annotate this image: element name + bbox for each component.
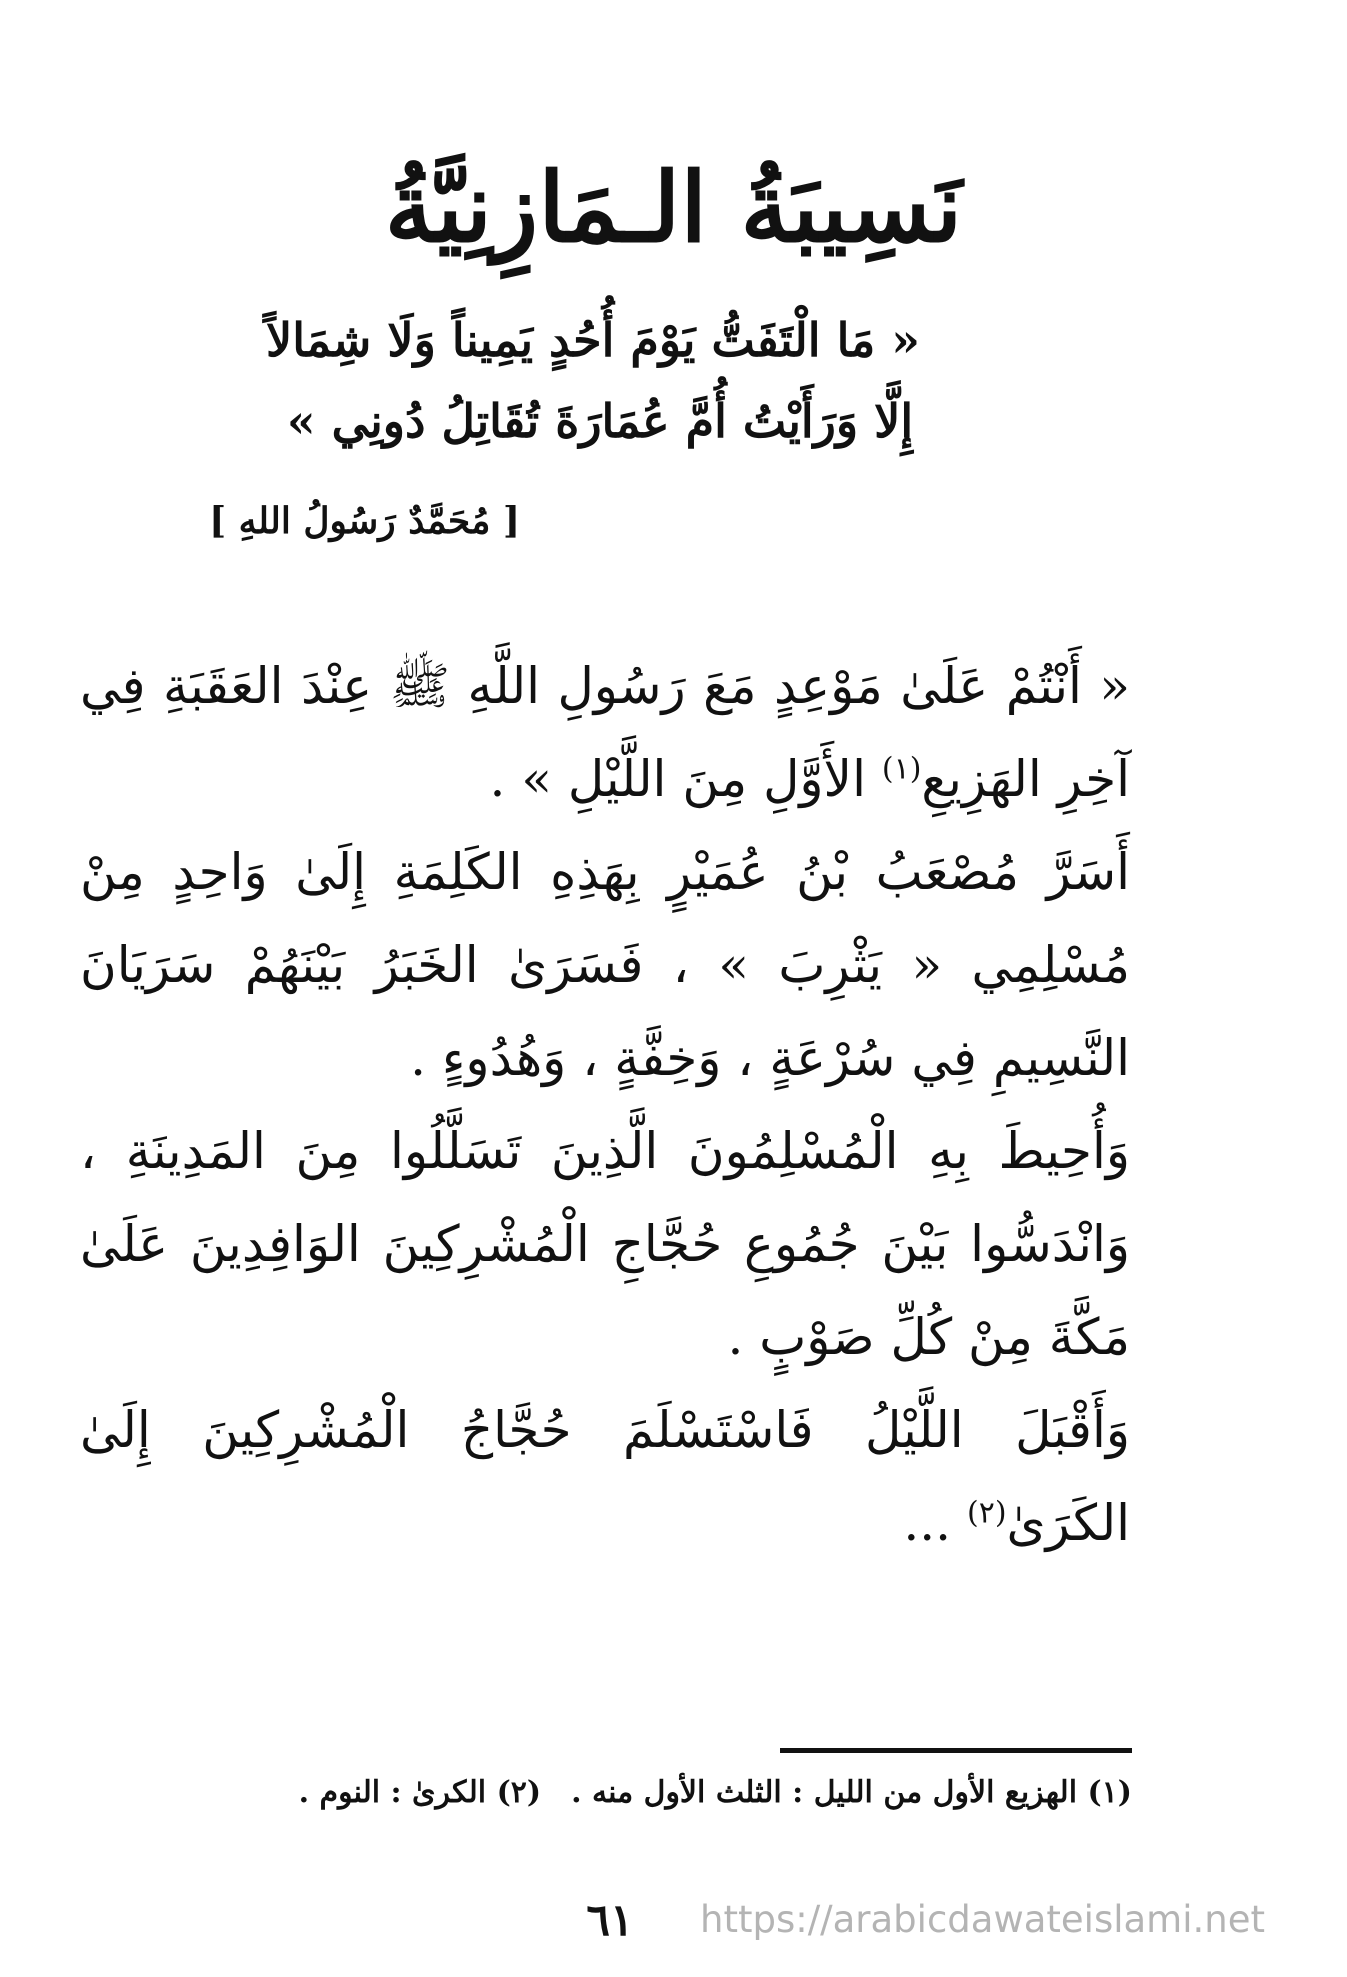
page-number: ٦١ (586, 1895, 634, 1946)
paragraph-1 (80, 640, 1130, 826)
footnote-2: (٢) الكرىٰ : النوم . (298, 1775, 542, 1810)
footnote-1: (١) الهزيع الأول من الليل : الثلث الأول منه . (571, 1775, 1132, 1810)
epigraph-quote (265, 300, 920, 461)
paragraph-4 (80, 1384, 1130, 1570)
epigraph-line-2: إِلَّا وَرَأَيْتُ أُمَّ عُمَارَةَ تُقَاتِلُ دُونِي » (286, 393, 914, 448)
epigraph-line-1: « مَا الْتَفَتُّ يَوْمَ أُحُدٍ يَمِيناً وَلَا شِمَالاً (265, 313, 920, 367)
body-text (80, 640, 1130, 1570)
watermark-url: https://arabicdawateislami.net (700, 1898, 1265, 1941)
paragraph-3: وَأُحِيطَ بِهِ الْمُسْلِمُونَ الَّذِينَ تَسَلَّلُوا مِنَ المَدِينَةِ ، وَانْدَسُّوا بَيْنَ جُمُوعِ حُجَّاجِ الْمُشْرِكِينَ الوَافِدِينَ عَلَىٰ مَكَّةَ مِنْ كُلِّ صَوْبٍ . (80, 1122, 1130, 1366)
paragraph-4-text-a: وَأَقْبَلَ اللَّيْلُ فَاسْتَسْلَمَ حُجَّاجُ الْمُشْرِكِينَ إِلَىٰ الكَرَىٰ (80, 1401, 1130, 1552)
footnotes (180, 1775, 1132, 1810)
paragraph-2: أَسَرَّ مُصْعَبُ بْنُ عُمَيْرٍ بِهَذِهِ الكَلِمَةِ إِلَىٰ وَاحِدٍ مِنْ مُسْلِمِي « يَثْرِبَ » ، فَسَرَىٰ الخَبَرُ بَيْنَهُمْ سَرَيَانَ النَّسِيمِ فِي سُرْعَةٍ ، وَخِفَّةٍ ، وَهُدُوءٍ . (80, 843, 1130, 1087)
chapter-title: نَسِيبَةُ الـمَازِنِيَّةُ (384, 151, 963, 264)
footnote-ref-2: (٢) (966, 1495, 1007, 1531)
paragraph-1-text-b: الأَوَّلِ مِنَ اللَّيْلِ » . (489, 750, 882, 808)
footnote-divider (780, 1748, 1132, 1753)
paragraph-4-text-b: ... (903, 1494, 967, 1552)
paragraph-1-text-a: « أَنْتُمْ عَلَىٰ مَوْعِدٍ مَعَ رَسُولِ اللَّهِ ﷺ عِنْدَ العَقَبَةِ فِي آخِرِ الهَزِيعِ (80, 657, 1130, 808)
epigraph-attribution: [ مُحَمَّدٌ رَسُولُ اللهِ ] (209, 500, 520, 542)
footnote-ref-1: (١) (881, 751, 922, 787)
